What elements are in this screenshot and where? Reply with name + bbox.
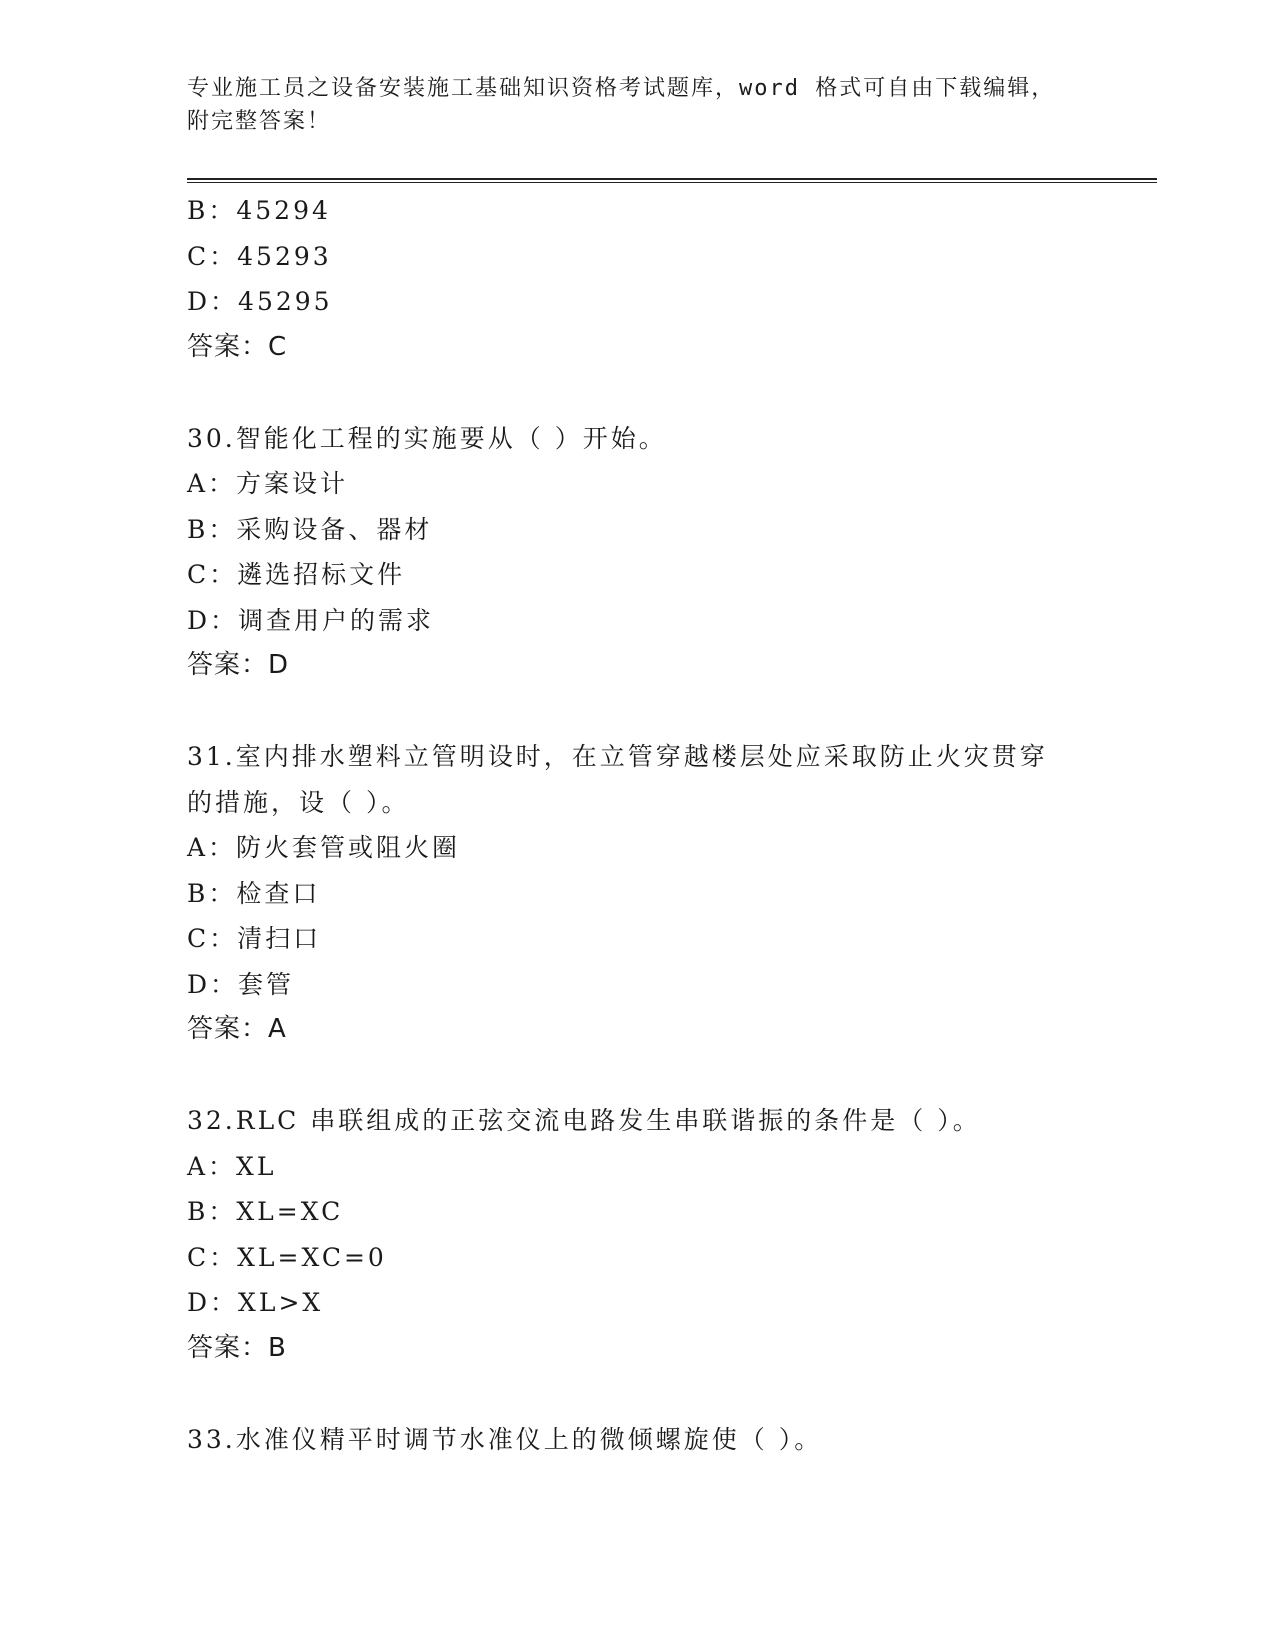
- header-line-1: 专业施工员之设备安装施工基础知识资格考试题库，word 格式可自由下载编辑，: [187, 76, 1056, 101]
- question-text: 30.智能化工程的实施要从（ ）开始。: [187, 423, 667, 453]
- answer-line: 答案：B: [187, 1332, 287, 1363]
- question-text: 32.RLC 串联组成的正弦交流电路发生串联谐振的条件是（ ）。: [187, 1106, 981, 1135]
- question-block-31: [187, 734, 1087, 1053]
- option-c: C：45293: [187, 241, 332, 271]
- question-block-33: [187, 1417, 1087, 1463]
- option-a: A：方案设计: [187, 469, 349, 498]
- option-c: C：遴选招标文件: [187, 560, 406, 589]
- option-b: B：采购设备、器材: [187, 514, 433, 544]
- header-line-2: 附完整答案！: [187, 109, 332, 134]
- question-block-30: [187, 416, 1087, 689]
- prev-question-block: [187, 188, 1087, 370]
- question-text: 33.水准仪精平时调节水准仪上的微倾螺旋使（ ）。: [187, 1424, 823, 1454]
- option-c: C：XL=XC=0: [187, 1242, 387, 1272]
- option-b: B：45294: [187, 196, 331, 225]
- question-text-continued: 的措施，设（ ）。: [187, 787, 410, 817]
- option-a: A：XL: [187, 1151, 277, 1181]
- answer-line: 答案：C: [187, 331, 288, 362]
- option-b: B：XL=XC: [187, 1197, 344, 1226]
- question-text: 31.室内排水塑料立管明设时，在立管穿越楼层处应采取防止火灾贯穿: [187, 742, 1048, 771]
- option-d: D：XL>X: [187, 1288, 324, 1317]
- spacer: [187, 1371, 1087, 1417]
- option-d: D：45295: [187, 287, 333, 316]
- option-a: A：防火套管或阻火圈: [187, 833, 461, 862]
- question-list: [187, 188, 1087, 1462]
- option-d: D：套管: [187, 969, 295, 999]
- header-divider: [187, 178, 1157, 183]
- option-c: C：清扫口: [187, 924, 322, 953]
- spacer: [187, 689, 1087, 735]
- document-header: [187, 72, 1087, 138]
- option-b: B：检查口: [187, 878, 321, 908]
- spacer: [187, 1053, 1087, 1099]
- answer-line: 答案：A: [187, 1014, 287, 1044]
- spacer: [187, 370, 1087, 416]
- option-d: D：调查用户的需求: [187, 605, 435, 635]
- question-block-32: [187, 1098, 1087, 1371]
- answer-line: 答案：D: [187, 650, 290, 680]
